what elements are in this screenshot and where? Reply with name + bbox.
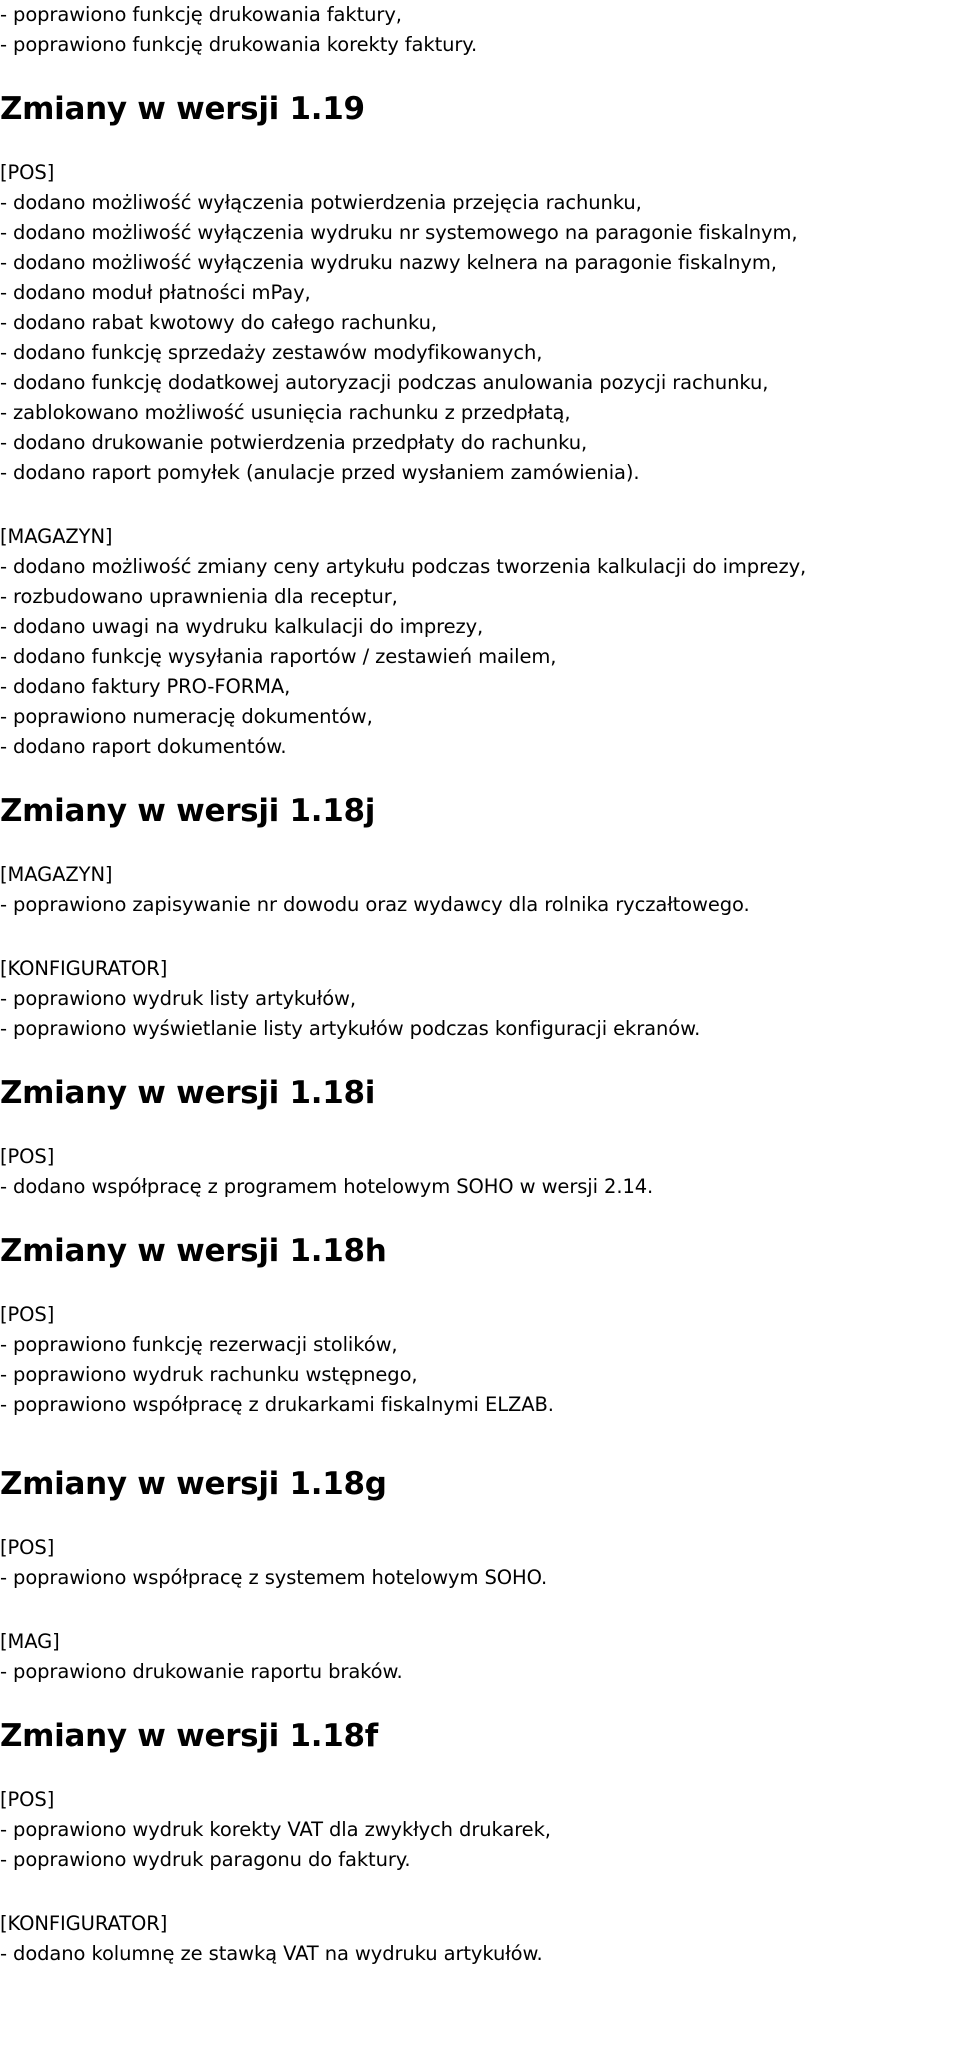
group-label: [POS] (0, 1536, 55, 1559)
version-heading: Zmiany w wersji 1.18j (0, 793, 376, 829)
list-item: - poprawiono funkcję rezerwacji stolików, (0, 1333, 398, 1356)
list-item: - poprawiono współpracę z drukarkami fiskalnymi ELZAB. (0, 1393, 554, 1416)
change-group (0, 1627, 960, 1687)
list-item: - poprawiono funkcję drukowania korekty faktury. (0, 33, 478, 56)
list-item: - dodano funkcję dodatkowej autoryzacji podczas anulowania pozycji rachunku, (0, 371, 769, 394)
change-group (0, 522, 960, 762)
list-item: - dodano możliwość zmiany ceny artykułu podczas tworzenia kalkulacji do imprezy, (0, 555, 807, 578)
group-label: [MAGAZYN] (0, 525, 113, 548)
list-item: - poprawiono wydruk paragonu do faktury. (0, 1848, 411, 1871)
change-group (0, 1909, 960, 1969)
list-item: - dodano faktury PRO-FORMA, (0, 675, 291, 698)
list-item: - dodano współpracę z programem hotelowym SOHO w wersji 2.14. (0, 1175, 654, 1198)
intro-list (0, 0, 960, 60)
group-label: [MAGAZYN] (0, 863, 113, 886)
version-heading: Zmiany w wersji 1.19 (0, 91, 365, 127)
group-label: [POS] (0, 1303, 55, 1326)
list-item: - poprawiono wydruk listy artykułów, (0, 987, 357, 1010)
change-group (0, 954, 960, 1044)
list-item: - dodano raport dokumentów. (0, 735, 287, 758)
list-item: - dodano funkcję wysyłania raportów / zestawień mailem, (0, 645, 557, 668)
version-heading: Zmiany w wersji 1.18g (0, 1466, 387, 1502)
change-group (0, 1300, 960, 1420)
list-item: - zablokowano możliwość usunięcia rachunku z przedpłatą, (0, 401, 571, 424)
list-item: - poprawiono wydruk korekty VAT dla zwykłych drukarek, (0, 1818, 551, 1841)
version-heading: Zmiany w wersji 1.18f (0, 1718, 378, 1754)
list-item: - dodano funkcję sprzedaży zestawów modyfikowanych, (0, 341, 543, 364)
list-item: - poprawiono wyświetlanie listy artykułów podczas konfiguracji ekranów. (0, 1017, 701, 1040)
list-item: - dodano możliwość wyłączenia wydruku nazwy kelnera na paragonie fiskalnym, (0, 251, 777, 274)
change-group (0, 1142, 960, 1202)
list-item: - dodano moduł płatności mPay, (0, 281, 311, 304)
group-label: [KONFIGURATOR] (0, 957, 168, 980)
list-item: - dodano możliwość wyłączenia potwierdzenia przejęcia rachunku, (0, 191, 642, 214)
list-item: - poprawiono funkcję drukowania faktury, (0, 3, 402, 26)
change-group (0, 158, 960, 488)
group-label: [POS] (0, 161, 55, 184)
change-group (0, 1533, 960, 1593)
list-item: - poprawiono współpracę z systemem hotelowym SOHO. (0, 1566, 548, 1589)
change-group (0, 1785, 960, 1875)
list-item: - dodano kolumnę ze stawką VAT na wydruku artykułów. (0, 1942, 543, 1965)
group-label: [POS] (0, 1145, 55, 1168)
list-item: - poprawiono numerację dokumentów, (0, 705, 373, 728)
change-group (0, 860, 960, 920)
list-item: - poprawiono wydruk rachunku wstępnego, (0, 1363, 418, 1386)
list-item: - rozbudowano uprawnienia dla receptur, (0, 585, 398, 608)
version-heading: Zmiany w wersji 1.18i (0, 1075, 376, 1111)
list-item: - dodano rabat kwotowy do całego rachunku, (0, 311, 437, 334)
list-item: - poprawiono zapisywanie nr dowodu oraz wydawcy dla rolnika ryczałtowego. (0, 893, 750, 916)
list-item: - dodano drukowanie potwierdzenia przedpłaty do rachunku, (0, 431, 588, 454)
group-label: [KONFIGURATOR] (0, 1912, 168, 1935)
group-label: [MAG] (0, 1630, 60, 1653)
version-heading: Zmiany w wersji 1.18h (0, 1233, 387, 1269)
list-item: - dodano uwagi na wydruku kalkulacji do imprezy, (0, 615, 484, 638)
list-item: - dodano raport pomyłek (anulacje przed wysłaniem zamówienia). (0, 461, 640, 484)
list-item: - poprawiono drukowanie raportu braków. (0, 1660, 403, 1683)
list-item: - dodano możliwość wyłączenia wydruku nr systemowego na paragonie fiskalnym, (0, 221, 798, 244)
group-label: [POS] (0, 1788, 55, 1811)
